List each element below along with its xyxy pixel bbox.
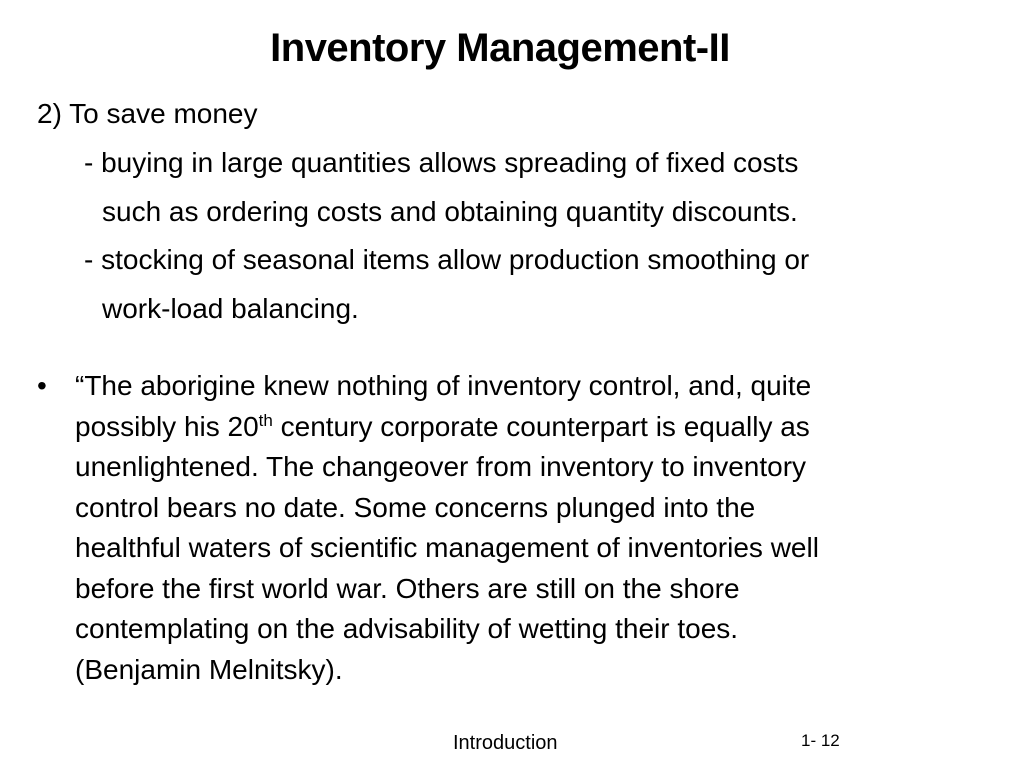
footer-section-label: Introduction: [453, 732, 558, 754]
quote-line-2: [75, 407, 1010, 448]
slide-number: 1- 12: [801, 731, 840, 750]
point-2-heading: 2) To save money: [37, 98, 258, 129]
quote-line-2-end: century corporate counterpart is equally as: [272, 410, 810, 442]
quote-line-4: control bears no date. Some concerns plunged into the: [75, 491, 756, 523]
point-2-subline-3: - stocking of seasonal items allow production smoothing or: [84, 244, 810, 275]
quote-line-7: contemplating on the advisability of wetting their toes.: [75, 613, 739, 644]
quote-line-6: before the first world war. Others are still on the shore: [75, 572, 740, 604]
bullet-dot-icon: •: [37, 370, 47, 401]
quote-line-2-start: possibly his 20: [75, 410, 259, 442]
quote-line-3: unenlightened. The changeover from inventory to inventory: [75, 451, 807, 482]
slide-title: Inventory Management-II: [270, 26, 730, 70]
ordinal-superscript: th: [258, 410, 273, 430]
quote-line-8: (Benjamin Melnitsky).: [75, 653, 343, 685]
point-2-subline-1: - buying in large quantities allows spreading of fixed costs: [84, 147, 799, 178]
point-2-subline-2: such as ordering costs and obtaining quantity discounts.: [102, 196, 798, 227]
point-2-subline-4: work-load balancing.: [102, 293, 359, 324]
quote-line-1: “The aborigine knew nothing of inventory control, and, quite: [75, 370, 812, 401]
melnitsky-quote: [75, 366, 1010, 690]
quote-line-5: healthful waters of scientific management of inventories well: [75, 532, 819, 563]
